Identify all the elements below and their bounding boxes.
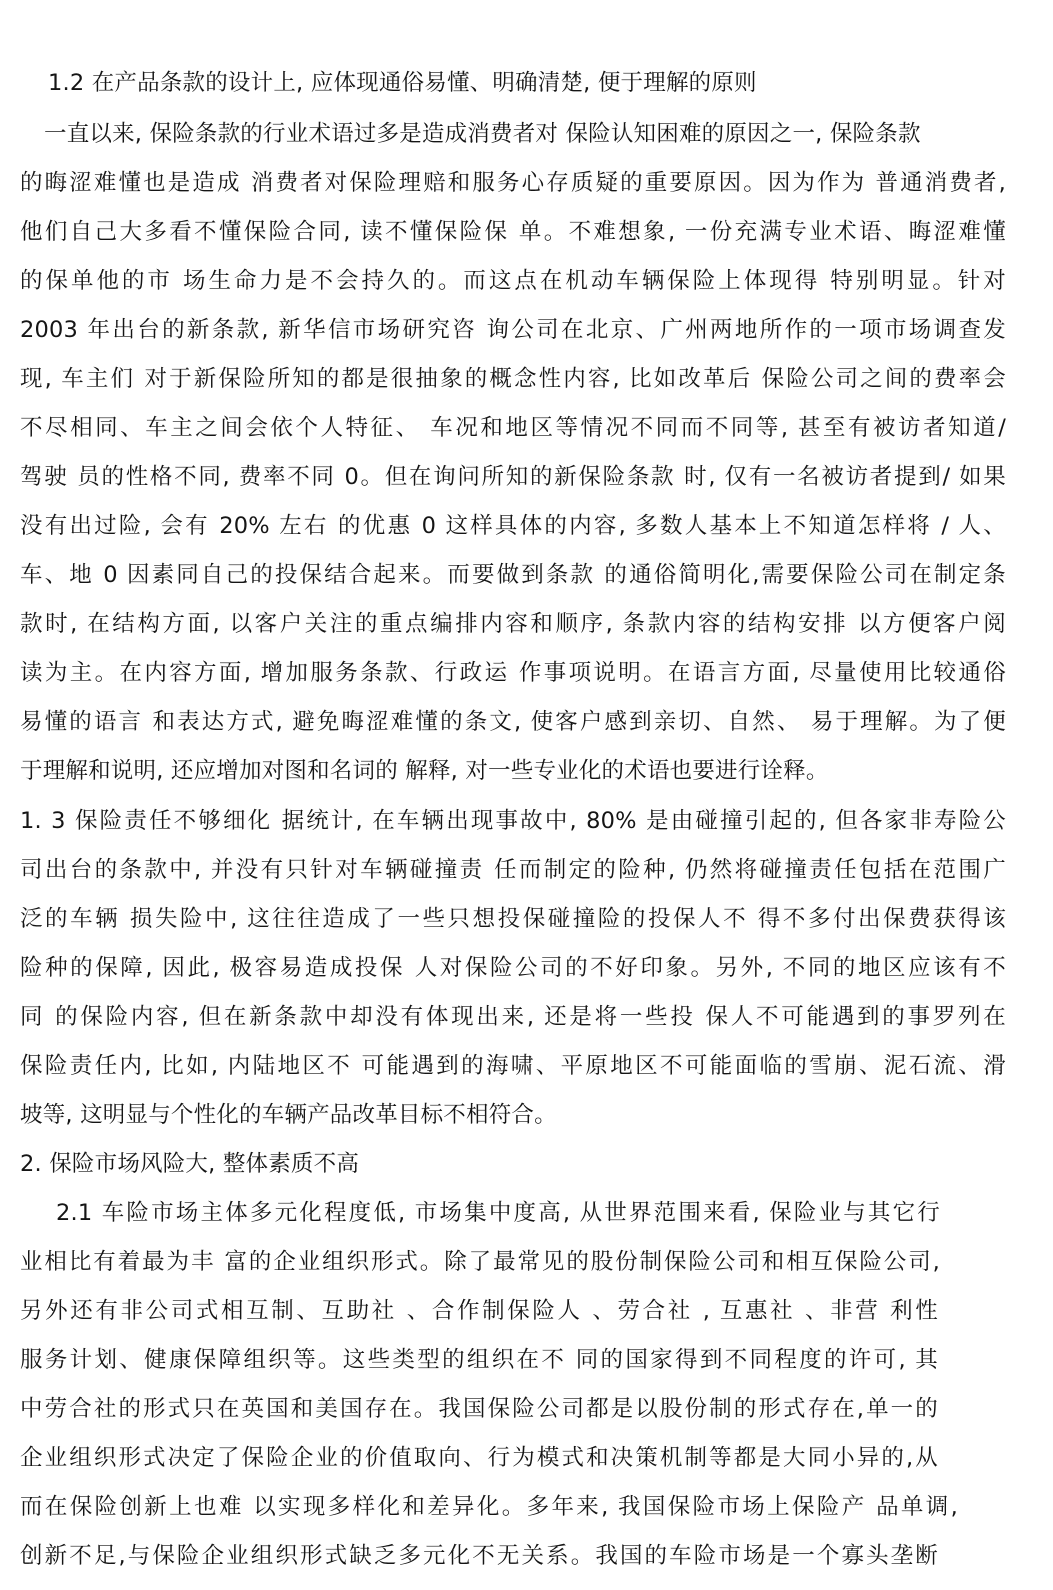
paragraph-line: 中劳合社的形式只在英国和美国存在。我国保险公司都是以股份制的形式存在,单一的 [20,1396,938,1422]
heading-2: 2. 保险市场风险大, 整体素质不高 [20,1151,360,1177]
paragraph-line: 险种的保障, 因此, 极容易造成投保 人对保险公司的不好印象。另外, 不同的地区应该有不 [20,955,1006,981]
paragraph-line: 的保单他的市 场生命力是不会持久的。而这点在机动车辆保险上体现得 特别明显。针对 [20,268,1006,294]
paragraph-line: 现, 车主们 对于新保险所知的都是很抽象的概念性内容, 比如改革后 保险公司之间的费率会 [20,366,1006,392]
paragraph-line: 他们自己大多看不懂保险合同, 读不懂保险保 单。不难想象, 一份充满专业术语、晦涩难懂 [20,219,1006,245]
paragraph-line: 司出台的条款中, 并没有只针对车辆碰撞责 任而制定的险种, 仍然将碰撞责任包括在范围广 [20,857,1006,883]
paragraph-line: 保险责任内, 比如, 内陆地区不 可能遇到的海啸、平原地区不可能面临的雪崩、泥石流、滑 [20,1053,1006,1079]
paragraph-line: 驾驶 员的性格不同, 费率不同 0。但在询问所知的新保险条款 时, 仅有一名被访者提到/ 如果 [20,464,1006,490]
paragraph-line: 而在保险创新上也难 以实现多样化和差异化。多年来, 我国保险市场上保险产 品单调, [20,1494,958,1520]
paragraph-line: 创新不足,与保险企业组织形式缺乏多元化不无关系。我国的车险市场是一个寡头垄断 [20,1543,938,1569]
paragraph-line: 业相比有着最为丰 富的企业组织形式。除了最常见的股份制保险公司和相互保险公司, [20,1249,940,1275]
paragraph-line: 款时, 在结构方面, 以客户关注的重点编排内容和顺序, 条款内容的结构安排 以方便客户阅 [20,611,1006,637]
paragraph-line: 同 的保险内容, 但在新条款中却没有体现出来, 还是将一些投 保人不可能遇到的事罗列在 [20,1004,1006,1030]
paragraph-line: 易懂的语言 和表达方式, 避免晦涩难懂的条文, 使客户感到亲切、自然、 易于理解。为了便 [20,709,1006,735]
paragraph-line: 坡等, 这明显与个性化的车辆产品改革目标不相符合。 [20,1102,557,1128]
paragraph-line: 读为主。在内容方面, 增加服务条款、行政运 作事项说明。在语言方面, 尽量使用比较通俗 [20,660,1006,686]
heading-1-3-line: 1. 3 保险责任不够细化 据统计, 在车辆出现事故中, 80% 是由碰撞引起的, 但各家非寿险公 [20,808,1006,834]
heading-1-2: 1.2 在产品条款的设计上, 应体现通俗易懂、明确清楚, 便于理解的原则 [48,70,757,96]
paragraph-line: 于理解和说明, 还应增加对图和名词的 解释, 对一些专业化的术语也要进行诠释。 [20,758,829,784]
paragraph-line: 企业组织形式决定了保险企业的价值取向、行为模式和决策机制等都是大同小异的,从 [20,1445,938,1471]
paragraph-line: 车、地 0 因素同自己的投保结合起来。而要做到条款 的通俗简明化,需要保险公司在制定条 [20,562,1006,588]
paragraph-line: 泛的车辆 损失险中, 这往往造成了一些只想投保碰撞险的投保人不 得不多付出保费获得该 [20,906,1006,932]
paragraph-line: 的晦涩难懂也是造成 消费者对保险理赔和服务心存质疑的重要原因。因为作为 普通消费者, [20,170,1006,196]
paragraph-line: 2003 年出台的新条款, 新华信市场研究咨 询公司在北京、广州两地所作的一项市场调查发 [20,317,1006,343]
paragraph-line: 不尽相同、车主之间会依个人特征、 车况和地区等情况不同而不同等, 甚至有被访者知道/ [20,415,1006,441]
paragraph-line: 另外还有非公司式相互制、互助社 、合作制保险人 、劳合社 , 互惠社 、非营 利性 [20,1298,938,1324]
heading-2-1-line: 2.1 车险市场主体多元化程度低, 市场集中度高, 从世界范围来看, 保险业与其它行 [56,1200,940,1226]
paragraph-line: 没有出过险, 会有 20% 左右 的优惠 0 这样具体的内容, 多数人基本上不知道怎样将 / 人、 [20,513,1006,539]
paragraph-line: 服务计划、健康保障组织等。这些类型的组织在不 同的国家得到不同程度的许可, 其 [20,1347,938,1373]
paragraph-line: 一直以来, 保险条款的行业术语过多是造成消费者对 保险认知困难的原因之一, 保险条款 [44,121,921,147]
